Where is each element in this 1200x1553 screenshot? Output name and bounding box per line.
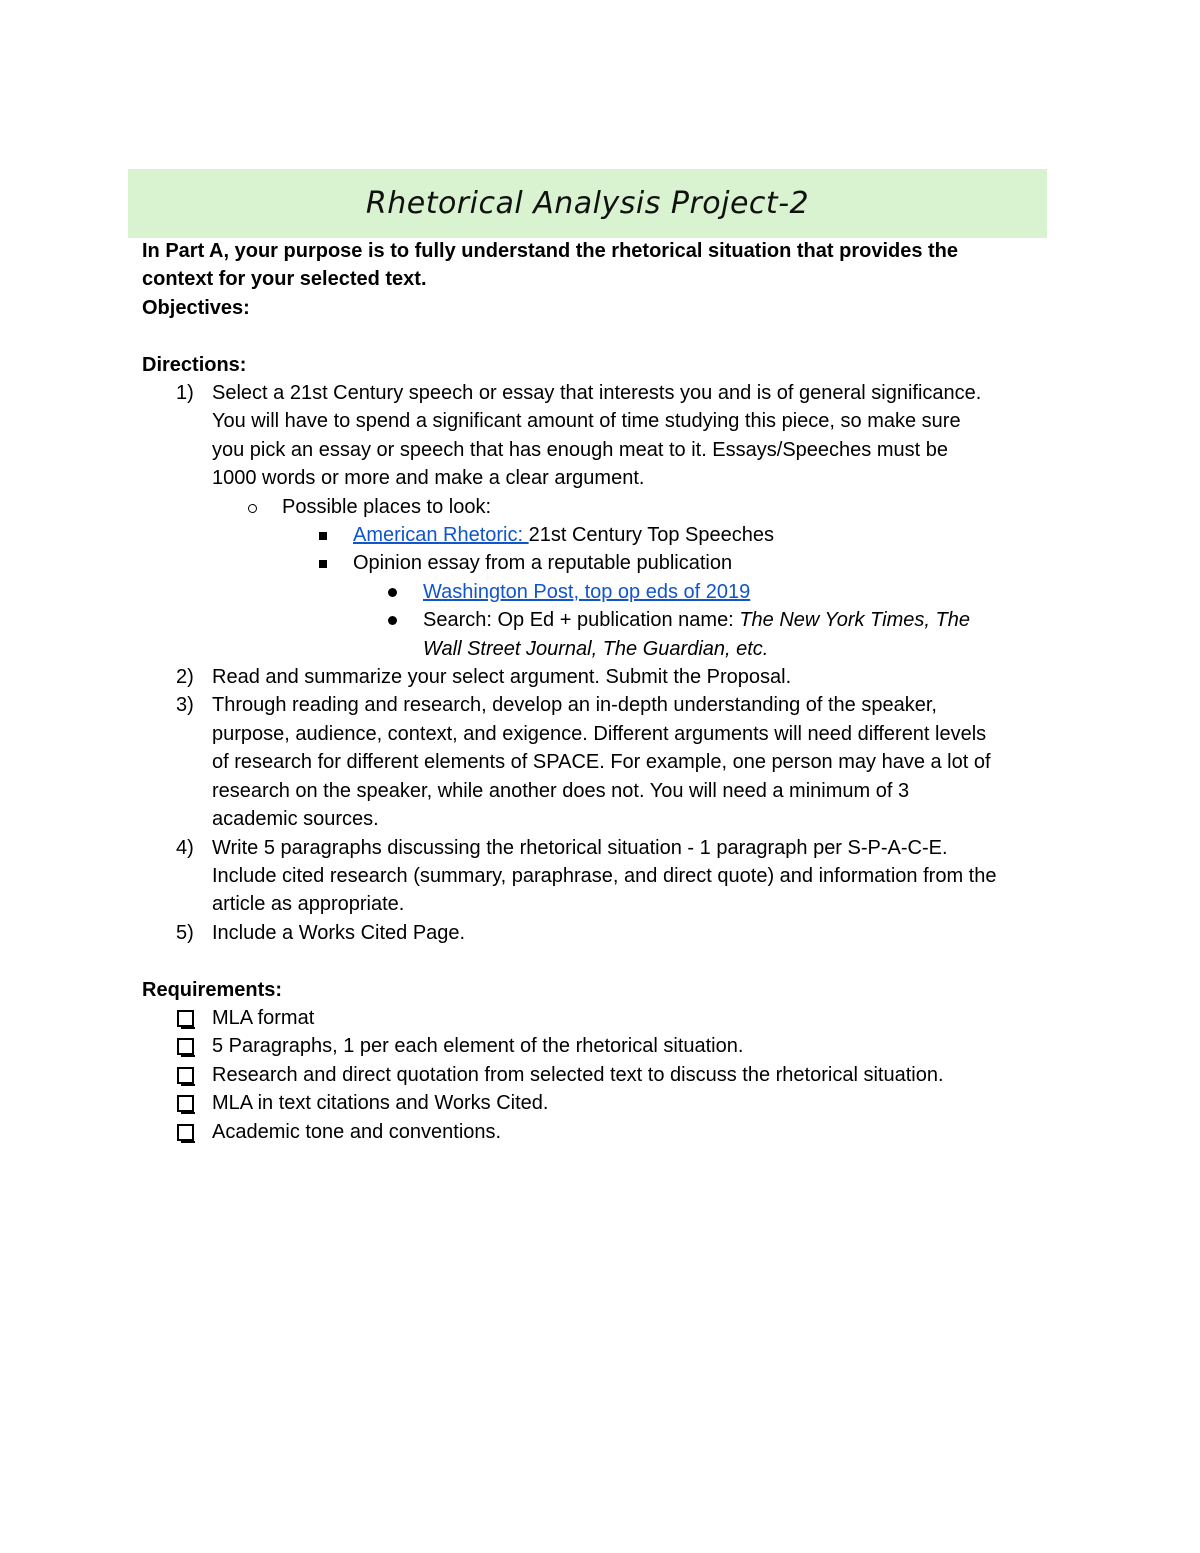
list-item-american-rhetoric bbox=[142, 521, 1072, 549]
requirement-text: Academic tone and conventions. bbox=[212, 1120, 502, 1143]
direction-text: Select a 21st Century speech or essay that interests you and is of general significance. bbox=[212, 382, 982, 405]
requirement-item bbox=[142, 1118, 1072, 1146]
list-item-search bbox=[142, 606, 1072, 634]
checkbox-icon[interactable] bbox=[177, 1067, 194, 1084]
publication-names: The New York Times, The bbox=[739, 609, 970, 632]
title-band bbox=[128, 169, 1047, 238]
intro-line-1: In Part A, your purpose is to fully understand the rhetorical situation that provides the bbox=[142, 240, 959, 262]
requirement-text: MLA in text citations and Works Cited. bbox=[212, 1092, 549, 1115]
square-bullet-icon bbox=[319, 560, 327, 568]
list-item-opinion-essay bbox=[142, 549, 1072, 577]
direction-item-1-continued bbox=[142, 436, 1072, 464]
requirement-text: Research and direct quotation from selected text to discuss the rhetorical situation. bbox=[212, 1063, 944, 1086]
direction-text: Include a Works Cited Page. bbox=[212, 921, 466, 944]
publication-names: Wall Street Journal, The Guardian, etc. bbox=[423, 637, 769, 660]
direction-text: Read and summarize your select argument. Submit the Proposal. bbox=[212, 666, 792, 689]
square-bullet-icon bbox=[319, 532, 327, 540]
dot-bullet-icon bbox=[388, 616, 397, 625]
dot-bullet-icon bbox=[388, 588, 397, 597]
requirements-heading: Requirements: bbox=[142, 978, 283, 1001]
direction-text: research on the speaker, while another does not. You will need a minimum of 3 bbox=[212, 779, 910, 802]
checkbox-icon[interactable] bbox=[177, 1124, 194, 1141]
document-body bbox=[142, 237, 1072, 1146]
list-item-washington-post bbox=[142, 578, 1072, 606]
direction-text: of research for different elements of SPACE. For example, one person may have a lot of bbox=[212, 751, 991, 774]
direction-number: 4) bbox=[176, 836, 194, 859]
direction-item-1-continued bbox=[142, 464, 1072, 492]
direction-number: 5) bbox=[176, 921, 194, 944]
direction-number: 3) bbox=[176, 694, 194, 717]
direction-item-1-continued bbox=[142, 407, 1072, 435]
checkbox-icon[interactable] bbox=[177, 1038, 194, 1055]
direction-item-4-continued bbox=[142, 862, 1072, 890]
direction-item-3 bbox=[142, 691, 1072, 719]
direction-text: Include cited research (summary, paraphrase, and direct quote) and information from the bbox=[212, 864, 997, 887]
direction-item-3-continued bbox=[142, 777, 1072, 805]
requirement-item bbox=[142, 1032, 1072, 1060]
list-item-text: Opinion essay from a reputable publication bbox=[353, 552, 733, 575]
direction-item-4-continued bbox=[142, 890, 1072, 918]
direction-number: 1) bbox=[176, 382, 194, 405]
blank-line bbox=[142, 947, 1072, 975]
direction-number: 2) bbox=[176, 666, 194, 689]
requirement-text: MLA format bbox=[212, 1006, 315, 1029]
list-item-search-continued bbox=[142, 635, 1072, 663]
direction-text: 1000 words or more and make a clear argument. bbox=[212, 467, 645, 490]
directions-heading: Directions: bbox=[142, 353, 247, 376]
requirement-item bbox=[142, 1061, 1072, 1089]
washington-post-link[interactable]: Washington Post, top op eds of 2019 bbox=[423, 580, 751, 603]
blank-line bbox=[142, 322, 1072, 350]
direction-text: Write 5 paragraphs discussing the rhetorical situation - 1 paragraph per S-P-A-C-E. bbox=[212, 836, 948, 859]
checkbox-icon[interactable] bbox=[177, 1095, 194, 1112]
direction-item-5 bbox=[142, 919, 1072, 947]
hollow-circle-bullet-icon bbox=[248, 504, 257, 513]
requirement-item bbox=[142, 1089, 1072, 1117]
direction-item-4 bbox=[142, 834, 1072, 862]
intro-line-2: context for your selected text. bbox=[142, 268, 427, 291]
requirement-text: 5 Paragraphs, 1 per each element of the rhetorical situation. bbox=[212, 1035, 744, 1058]
direction-text: purpose, audience, context, and exigence. Different arguments will need different levels bbox=[212, 722, 987, 745]
list-item-text: Search: Op Ed + publication name: bbox=[423, 609, 740, 632]
direction-text: Through reading and research, develop an in-depth understanding of the speaker, bbox=[212, 694, 937, 717]
direction-text: academic sources. bbox=[212, 808, 379, 831]
direction-text: You will have to spend a significant amount of time studying this piece, so make sure bbox=[212, 410, 961, 433]
objectives-heading: Objectives: bbox=[142, 296, 250, 319]
direction-item-1 bbox=[142, 379, 1072, 407]
checkbox-icon[interactable] bbox=[177, 1010, 194, 1027]
direction-item-3-continued bbox=[142, 748, 1072, 776]
list-item-text: 21st Century Top Speeches bbox=[528, 524, 774, 547]
american-rhetoric-link[interactable]: American Rhetoric: bbox=[353, 524, 529, 547]
document-title: Rhetorical Analysis Project-2 bbox=[365, 186, 810, 221]
direction-item-3-continued bbox=[142, 720, 1072, 748]
sub-item-possible-places bbox=[142, 493, 1072, 521]
direction-item-3-continued bbox=[142, 805, 1072, 833]
sub-item-text: Possible places to look: bbox=[282, 495, 492, 518]
direction-text: you pick an essay or speech that has enough meat to it. Essays/Speeches must be bbox=[212, 438, 948, 461]
direction-item-2 bbox=[142, 663, 1072, 691]
requirement-item bbox=[142, 1004, 1072, 1032]
direction-text: article as appropriate. bbox=[212, 893, 405, 916]
